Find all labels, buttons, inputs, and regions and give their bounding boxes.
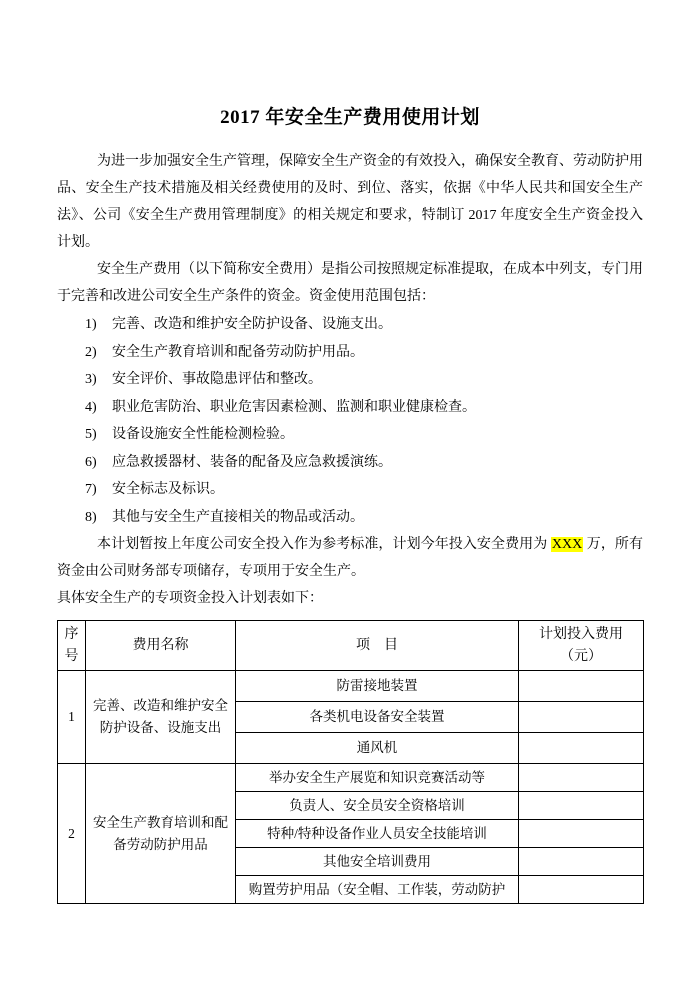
- item-cell: 通风机: [236, 733, 519, 764]
- list-item-text: 应急救援器材、装备的配备及应急救援演练。: [112, 454, 392, 470]
- highlighted-amount: XXX: [551, 537, 583, 552]
- list-item-text: 安全生产教育培训和配备劳动防护用品。: [112, 344, 364, 360]
- header-planned-amount: [519, 621, 644, 671]
- table-header-row: [58, 621, 644, 671]
- list-item-marker: 1): [85, 317, 97, 332]
- table-intro-paragraph: 具体安全生产的专项资金投入计划表如下：: [57, 591, 323, 606]
- item-cell: 各类机电设备安全装置: [236, 702, 519, 733]
- list-item: [85, 421, 643, 449]
- header-amount-line1: 计划投入费用: [539, 626, 623, 642]
- serial-cell: 2: [58, 764, 86, 904]
- list-item-marker: 8): [85, 509, 97, 525]
- item-cell: 其他安全培训费用: [236, 848, 519, 876]
- list-item: [85, 476, 643, 504]
- list-item: [85, 311, 643, 339]
- list-item-marker: 5): [85, 427, 97, 442]
- header-serial-line2: 号: [64, 648, 79, 664]
- amount-cell: [519, 671, 644, 702]
- amount-cell: [519, 848, 644, 876]
- list-item: [85, 339, 643, 367]
- list-item: [85, 394, 643, 422]
- list-item: [85, 366, 643, 394]
- amount-cell: [519, 820, 644, 848]
- item-cell: 防雷接地装置: [236, 671, 519, 702]
- list-item-text: 职业危害防治、职业危害因素检测、监测和职业健康检查。: [112, 399, 476, 415]
- list-item-text: 设备设施安全性能检测检验。: [112, 427, 294, 442]
- budget-text-before: 本计划暂按上年度公司安全投入作为参考标准，计划今年投入安全费用为: [97, 537, 551, 552]
- usage-scope-list: [57, 311, 643, 531]
- list-item-text: 完善、改造和维护安全防护设备、设施支出。: [112, 317, 392, 332]
- budget-paragraph: [57, 531, 643, 585]
- intro-paragraph: 为进一步加强安全生产管理，保障安全生产资金的有效投入，确保安全教育、劳动防护用品、安全生产技术措施及相关经费使用的及时、到位、落实，依据《中华人民共和国安全生产法》、公司《安全生产费用管理制度》的相关规定和要求，特制订 2017 年度安全生产资金投入计划。: [57, 154, 643, 250]
- definition-paragraph: 安全生产费用（以下简称安全费用）是指公司按照规定标准提取，在成本中列支，专门用于完善和改进公司安全生产条件的资金。资金使用范围包括：: [57, 262, 643, 304]
- list-item-text: 安全评价、事故隐患评估和整改。: [112, 372, 322, 387]
- item-cell: 购置劳护用品（安全帽、工作装，劳动防护: [236, 876, 519, 904]
- header-amount-line2: （元）: [560, 648, 602, 664]
- list-item-marker: 7): [85, 482, 97, 497]
- item-cell: 举办安全生产展览和知识竞赛活动等: [236, 764, 519, 792]
- list-item: [85, 504, 643, 532]
- document-title: 2017 年安全生产费用使用计划: [220, 107, 480, 128]
- amount-cell: [519, 702, 644, 733]
- amount-cell: [519, 733, 644, 764]
- header-serial-line1: 序: [64, 626, 79, 642]
- expense-name-cell: 安全生产教育培训和配备劳动防护用品: [86, 764, 236, 904]
- list-item-marker: 2): [85, 344, 97, 360]
- expense-name-cell: 完善、改造和维护安全防护设备、设施支出: [86, 671, 236, 764]
- header-expense-name: 费用名称: [86, 621, 236, 671]
- list-item-text: 其他与安全生产直接相关的物品或活动。: [112, 509, 364, 525]
- list-item-marker: 4): [85, 399, 97, 415]
- investment-plan-table: [57, 620, 644, 904]
- budget-text-after: 万，所有资金由公司财务部专项储存，专项用于安全生产。: [57, 537, 644, 579]
- item-cell: 负责人、安全员安全资格培训: [236, 792, 519, 820]
- table-row: [58, 671, 644, 702]
- list-item-marker: 3): [85, 372, 97, 387]
- amount-cell: [519, 876, 644, 904]
- header-item: 项 目: [236, 621, 519, 671]
- amount-cell: [519, 792, 644, 820]
- item-cell: 特种/特种设备作业人员安全技能培训: [236, 820, 519, 848]
- table-row: [58, 764, 644, 792]
- list-item-marker: 6): [85, 454, 97, 470]
- amount-cell: [519, 764, 644, 792]
- header-serial-number: [58, 621, 86, 671]
- list-item: [85, 449, 643, 477]
- list-item-text: 安全标志及标识。: [112, 482, 224, 497]
- serial-cell: 1: [58, 671, 86, 764]
